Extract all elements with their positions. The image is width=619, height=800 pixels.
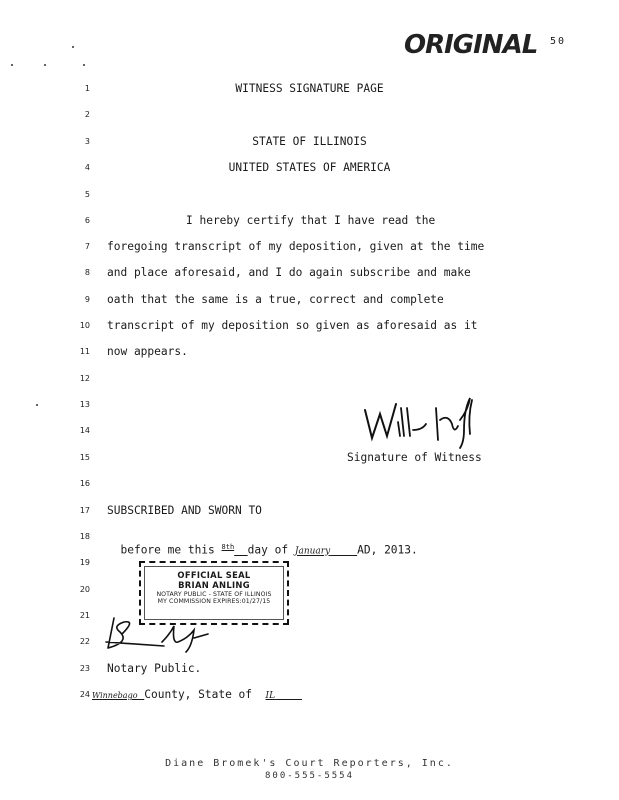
line-number: 24 — [79, 690, 90, 699]
country-heading: UNITED STATES OF AMERICA — [228, 161, 391, 174]
line-number: 19 — [79, 558, 90, 567]
county-state-text: County, State of — [144, 688, 253, 701]
line-number: 1 — [84, 84, 90, 93]
line-number: 3 — [84, 137, 90, 146]
scan-speck — [36, 404, 38, 406]
line-number: 2 — [84, 110, 90, 119]
certification-line: transcript of my deposition so given as aforesaid as it — [107, 319, 478, 332]
line-number: 7 — [84, 242, 90, 251]
line-number: 11 — [79, 347, 90, 356]
line-number: 10 — [79, 321, 90, 330]
jurat-month: January — [294, 546, 331, 557]
scan-speck — [83, 64, 85, 66]
line-number: 15 — [79, 453, 90, 462]
footer-reporter: Diane Bromek's Court Reporters, Inc. — [165, 758, 454, 769]
original-stamp: ORIGINAL — [404, 30, 538, 60]
line-number: 8 — [84, 268, 90, 277]
page-number: 50 — [550, 36, 567, 47]
line-number: 18 — [79, 532, 90, 541]
notary-public-label: Notary Public. — [107, 662, 202, 675]
footer-phone: 800-555-5554 — [264, 771, 355, 781]
line-number: 16 — [79, 479, 90, 488]
jurat-before: before me this — [120, 543, 215, 557]
line-number: 12 — [79, 374, 90, 383]
witness-signature — [360, 390, 490, 452]
line-number: 23 — [79, 664, 90, 673]
jurat-day: 8th — [221, 543, 235, 551]
signature-caption: Signature of Witness — [347, 451, 482, 464]
line-number: 22 — [79, 637, 90, 646]
scan-speck — [44, 64, 46, 66]
line-number: 20 — [79, 585, 90, 594]
scan-speck — [72, 46, 74, 48]
seal-notary-name: BRIAN ANLING — [178, 580, 250, 590]
line-number: 4 — [84, 163, 90, 172]
jurat-day-of: day of — [247, 543, 289, 557]
notary-signature — [104, 612, 214, 654]
certification-line: foregoing transcript of my deposition, given at the time — [107, 240, 485, 253]
county-name: Winnebago — [92, 691, 138, 700]
seal-title: OFFICIAL SEAL — [177, 570, 251, 580]
line-number: 14 — [79, 426, 90, 435]
state-heading: STATE OF ILLINOIS — [252, 135, 367, 148]
jurat-year: AD, 2013. — [357, 543, 418, 557]
jurat-date-line — [107, 530, 418, 557]
certification-line: now appears. — [107, 345, 188, 358]
county-line — [92, 688, 302, 701]
line-number: 9 — [84, 295, 90, 304]
line-number: 13 — [79, 400, 90, 409]
seal-jurisdiction: NOTARY PUBLIC - STATE OF ILLINOIS — [156, 591, 272, 598]
line-number: 5 — [84, 190, 90, 199]
certification-line: and place aforesaid, and I do again subscribe and make — [107, 266, 471, 279]
line-number: 21 — [79, 611, 90, 620]
line-number: 17 — [79, 506, 90, 515]
seal-expiration: MY COMMISSION EXPIRES:01/27/15 — [157, 598, 271, 605]
scan-speck — [11, 64, 13, 66]
county-state: IL — [265, 691, 276, 701]
jurat-heading: SUBSCRIBED AND SWORN TO — [107, 504, 262, 517]
certification-line: I hereby certify that I have read the — [186, 214, 436, 227]
certification-line: oath that the same is a true, correct and complete — [107, 293, 444, 306]
page-title: WITNESS SIGNATURE PAGE — [235, 82, 384, 95]
line-number: 6 — [84, 216, 90, 225]
